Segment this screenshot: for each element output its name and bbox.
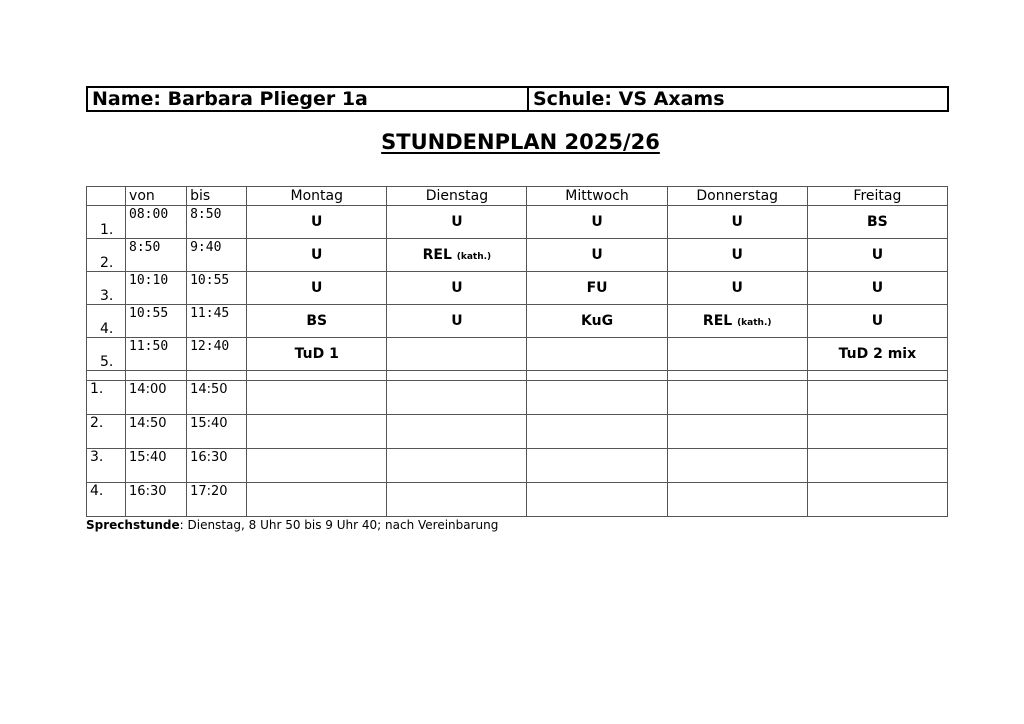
col-header-bis: bis — [187, 187, 247, 206]
time-from-cell: 14:00 — [126, 381, 187, 415]
separator-cell — [527, 371, 667, 381]
subject-cell — [807, 305, 947, 338]
time-to-cell: 17:20 — [187, 483, 247, 517]
period-number-cell: 3. — [87, 449, 126, 483]
subject-label: TuD 2 mix — [838, 346, 917, 362]
time-to-cell: 12:40 — [187, 338, 247, 371]
subject-cell — [387, 483, 527, 517]
subject-label: REL — [422, 247, 452, 263]
subject-cell — [247, 206, 387, 239]
subject-label: U — [731, 280, 743, 296]
period-number-cell — [87, 272, 126, 305]
subject-label: U — [451, 214, 463, 230]
corner-cell — [87, 187, 126, 206]
subject-label: U — [871, 280, 884, 296]
table-row — [87, 449, 948, 483]
period-number-cell — [87, 206, 126, 239]
period-number: 5. — [100, 354, 114, 370]
subject-cell — [247, 449, 387, 483]
separator-cell — [247, 371, 387, 381]
subject-note: (kath.) — [456, 252, 492, 262]
school-field: Schule: VS Axams — [533, 88, 725, 110]
col-header-von: von — [126, 187, 187, 206]
col-header-freitag: Freitag — [807, 187, 947, 206]
subject-label: BS — [867, 214, 888, 230]
subject-cell — [807, 206, 947, 239]
period-number-cell — [87, 305, 126, 338]
subject-cell — [527, 206, 667, 239]
subject-cell — [387, 305, 527, 338]
period-number: 3. — [100, 288, 114, 304]
time-to-cell: 14:50 — [187, 381, 247, 415]
table-header-row — [87, 187, 948, 206]
subject-cell — [807, 449, 947, 483]
period-number-cell — [87, 239, 126, 272]
subject-cell — [387, 338, 527, 371]
separator-cell — [126, 371, 187, 381]
subject-cell — [387, 381, 527, 415]
subject-cell — [247, 415, 387, 449]
table-row — [87, 305, 948, 338]
separator-cell — [667, 371, 807, 381]
subject-cell — [667, 483, 807, 517]
period-number-cell: 1. — [87, 381, 126, 415]
subject-cell — [527, 483, 667, 517]
footnote — [86, 518, 498, 532]
time-from-cell: 08:00 — [126, 206, 187, 239]
subject-cell — [387, 272, 527, 305]
subject-label: U — [311, 247, 323, 263]
period-number: 2. — [100, 255, 114, 271]
table-row — [87, 338, 948, 371]
table-row — [87, 206, 948, 239]
subject-label: U — [451, 313, 463, 329]
table-row — [87, 415, 948, 449]
subject-cell — [527, 338, 667, 371]
subject-label: REL — [702, 313, 733, 329]
subject-cell — [667, 305, 807, 338]
subject-label: U — [591, 214, 603, 230]
subject-cell — [807, 338, 947, 371]
subject-label: U — [731, 214, 743, 230]
subject-label: U — [731, 247, 743, 263]
separator-cell — [87, 371, 126, 381]
subject-cell — [527, 449, 667, 483]
subject-label: BS — [306, 313, 328, 329]
subject-note: (kath.) — [737, 318, 772, 328]
subject-label: U — [591, 247, 603, 263]
time-from-cell: 10:55 — [126, 305, 187, 338]
period-number: 4. — [100, 321, 114, 337]
subject-cell — [527, 239, 667, 272]
period-number-cell: 4. — [87, 483, 126, 517]
subject-label: FU — [586, 280, 608, 296]
time-to-cell: 10:55 — [187, 272, 247, 305]
col-header-donnerstag: Donnerstag — [667, 187, 807, 206]
subject-cell — [807, 483, 947, 517]
footnote-label: Sprechstunde — [86, 518, 180, 532]
time-from-cell: 8:50 — [126, 239, 187, 272]
subject-cell — [387, 415, 527, 449]
time-from-cell: 14:50 — [126, 415, 187, 449]
subject-cell — [667, 449, 807, 483]
time-from-cell: 10:10 — [126, 272, 187, 305]
subject-cell — [247, 305, 387, 338]
table-row — [87, 239, 948, 272]
footnote-text: : Dienstag, 8 Uhr 50 bis 9 Uhr 40; nach Vereinbarung — [179, 518, 499, 532]
subject-cell — [667, 381, 807, 415]
table-row — [87, 483, 948, 517]
subject-cell — [667, 239, 807, 272]
subject-cell — [247, 272, 387, 305]
time-to-cell: 15:40 — [187, 415, 247, 449]
subject-cell — [527, 415, 667, 449]
col-header-mittwoch: Mittwoch — [527, 187, 667, 206]
separator-cell — [187, 371, 247, 381]
subject-cell — [807, 415, 947, 449]
subject-cell — [807, 272, 947, 305]
subject-label: U — [871, 313, 884, 329]
subject-label: U — [451, 280, 463, 296]
time-to-cell: 8:50 — [187, 206, 247, 239]
period-number: 1. — [100, 222, 114, 238]
time-from-cell: 16:30 — [126, 483, 187, 517]
header-box — [86, 86, 949, 112]
period-number-cell: 2. — [87, 415, 126, 449]
subject-cell — [387, 239, 527, 272]
subject-cell — [247, 483, 387, 517]
time-to-cell: 11:45 — [187, 305, 247, 338]
page-title: STUNDENPLAN 2025/26 — [381, 130, 660, 154]
subject-label: U — [311, 280, 323, 296]
subject-cell — [247, 239, 387, 272]
col-header-montag: Montag — [247, 187, 387, 206]
subject-cell — [527, 272, 667, 305]
time-to-cell: 16:30 — [187, 449, 247, 483]
subject-cell — [387, 449, 527, 483]
subject-cell — [387, 206, 527, 239]
subject-cell — [807, 239, 947, 272]
subject-cell — [527, 381, 667, 415]
separator-cell — [387, 371, 527, 381]
name-field: Name: Barbara Plieger 1a — [88, 88, 529, 110]
subject-label: TuD 1 — [294, 346, 339, 362]
time-from-cell: 11:50 — [126, 338, 187, 371]
subject-label: KuG — [581, 313, 614, 329]
subject-label: U — [311, 214, 323, 230]
schedule-table — [86, 186, 948, 517]
separator-row — [87, 371, 948, 381]
col-header-dienstag: Dienstag — [387, 187, 527, 206]
subject-cell — [667, 338, 807, 371]
subject-cell — [667, 206, 807, 239]
period-number-cell — [87, 338, 126, 371]
subject-cell — [247, 381, 387, 415]
subject-cell — [667, 272, 807, 305]
time-from-cell: 15:40 — [126, 449, 187, 483]
table-row — [87, 381, 948, 415]
time-to-cell: 9:40 — [187, 239, 247, 272]
separator-cell — [807, 371, 947, 381]
subject-label: U — [871, 247, 884, 263]
subject-cell — [667, 415, 807, 449]
subject-cell — [247, 338, 387, 371]
subject-cell — [527, 305, 667, 338]
table-row — [87, 272, 948, 305]
subject-cell — [807, 381, 947, 415]
